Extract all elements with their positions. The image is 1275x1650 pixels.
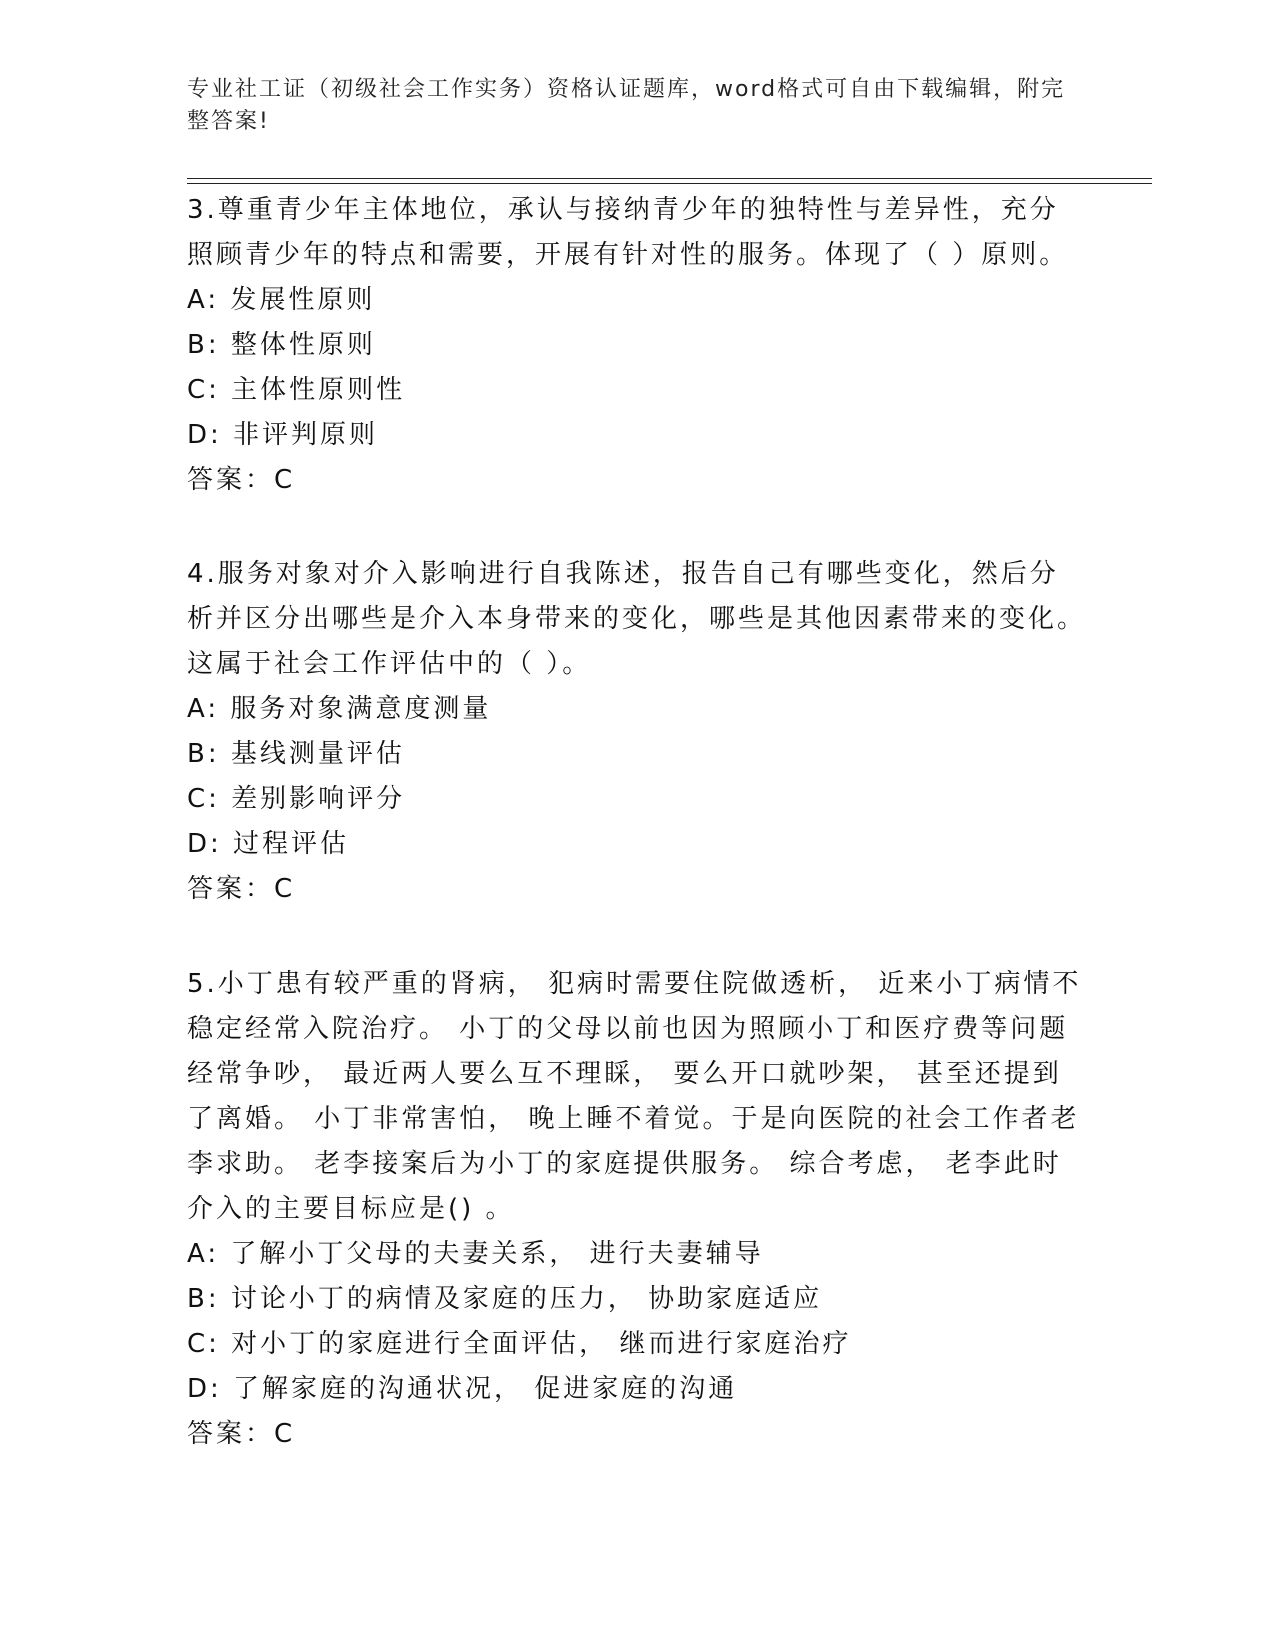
question-4 — [187, 552, 1087, 912]
option-a: A: 服务对象满意度测量 — [187, 694, 492, 724]
option-c: C: 主体性原则性 — [187, 375, 406, 405]
answer: 答案：C — [187, 465, 296, 495]
question-stem: 5.小丁患有较严重的肾病， 犯病时需要住院做透析， 近来小丁病情不稳定经常入院治疗。 小丁的父母以前也因为照顾小丁和医疗费等问题经常争吵， 最近两人要么互不理睬， 要么开口就吵架， 甚至还提到了离婚。 小丁非常害怕， 晚上睡不着觉。于是向医院的社会工作者老李求助。 老李接案后为小丁的家庭提供服务。 综合考虑， 老李此时介入的主要目标应是() 。 — [187, 969, 1082, 1224]
option-c: C: 差别影响评分 — [187, 784, 406, 814]
option-d: D: 了解家庭的沟通状况， 促进家庭的沟通 — [187, 1374, 738, 1404]
question-5 — [187, 962, 1087, 1457]
answer: 答案：C — [187, 1419, 296, 1449]
option-c: C: 对小丁的家庭进行全面评估， 继而进行家庭治疗 — [187, 1329, 852, 1359]
question-stem: 4.服务对象对介入影响进行自我陈述，报告自己有哪些变化，然后分析并区分出哪些是介入本身带来的变化，哪些是其他因素带来的变化。这属于社会工作评估中的（ ）。 — [187, 559, 1087, 679]
answer: 答案：C — [187, 874, 296, 904]
option-b: B: 讨论小丁的病情及家庭的压力， 协助家庭适应 — [187, 1284, 823, 1314]
option-b: B: 基线测量评估 — [187, 739, 405, 769]
option-b: B: 整体性原则 — [187, 330, 376, 360]
option-a: A: 了解小丁父母的夫妻关系， 进行夫妻辅导 — [187, 1239, 764, 1269]
question-stem: 3.尊重青少年主体地位，承认与接纳青少年的独特性与差异性，充分照顾青少年的特点和需要，开展有针对性的服务。体现了（ ）原则。 — [187, 195, 1069, 270]
page-header: 专业社工证（初级社会工作实务）资格认证题库，word格式可自由下载编辑，附完整答案! — [187, 77, 1066, 134]
option-d: D: 过程评估 — [187, 829, 350, 859]
option-d: D: 非评判原则 — [187, 420, 379, 450]
option-a: A: 发展性原则 — [187, 285, 376, 315]
question-3 — [187, 188, 1087, 503]
header-divider — [187, 178, 1152, 184]
